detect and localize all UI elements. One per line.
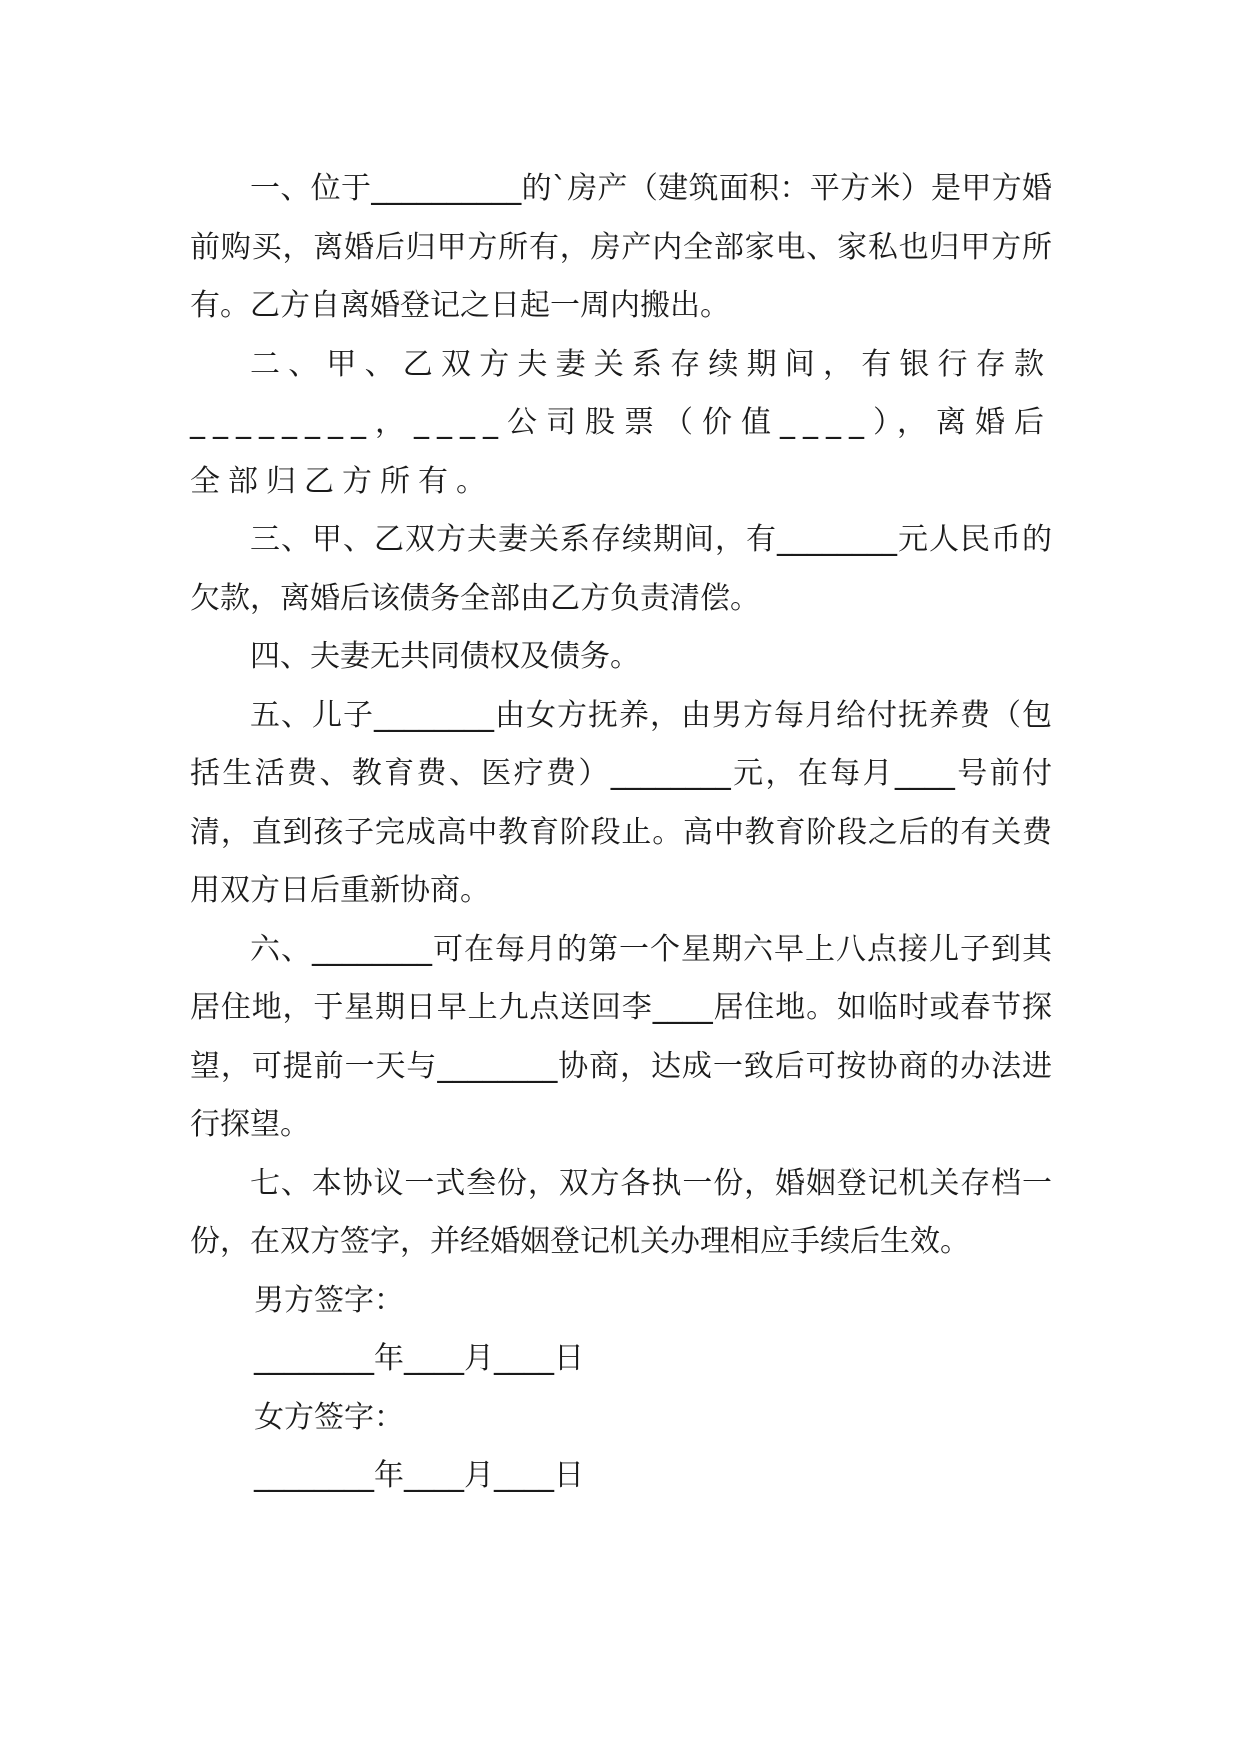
clause-4: 四、夫妻无共同债权及债务。 xyxy=(250,639,640,674)
male-signature-date: ________年____月____日 xyxy=(254,1341,584,1376)
female-signature-date: ________年____月____日 xyxy=(254,1458,584,1493)
clause-6: 六、________可在每月的第一个星期六早上八点接儿子到其居住地，于星期日早上九点送回李____居住地。如临时或春节探望，可提前一天与________协商，达成一致后可按协商的办法进行探望。 xyxy=(190,931,1052,1142)
clause-5: 五、儿子________由女方抚养，由男方每月给付抚养费（包括生活费、教育费、医疗费）________元，在每月____号前付清，直到孩子完成高中教育阶段止。高中教育阶段之后的有关费用双方日后重新协商。 xyxy=(190,697,1052,908)
clause-3: 三、甲、乙双方夫妻关系存续期间，有________元人民币的欠款，离婚后该债务全部由乙方负责清偿。 xyxy=(190,522,1052,616)
clause-1: 一、位于__________的`房产（建筑面积：平方米）是甲方婚前购买，离婚后归甲方所有，房产内全部家电、家私也归甲方所有。乙方自离婚登记之日起一周内搬出。 xyxy=(190,171,1052,323)
male-signature-label: 男方签字： xyxy=(254,1282,404,1318)
female-signature-label: 女方签字： xyxy=(254,1399,404,1435)
clause-2: 二、甲、乙双方夫妻关系存续期间，有银行存款________，____公司股票（价值____），离婚后全部归乙方所有。 xyxy=(190,346,1052,499)
clause-7: 七、本协议一式叁份，双方各执一份，婚姻登记机关存档一份，在双方签字，并经婚姻登记机关办理相应手续后生效。 xyxy=(190,1165,1052,1259)
agreement-body xyxy=(190,160,1052,1506)
